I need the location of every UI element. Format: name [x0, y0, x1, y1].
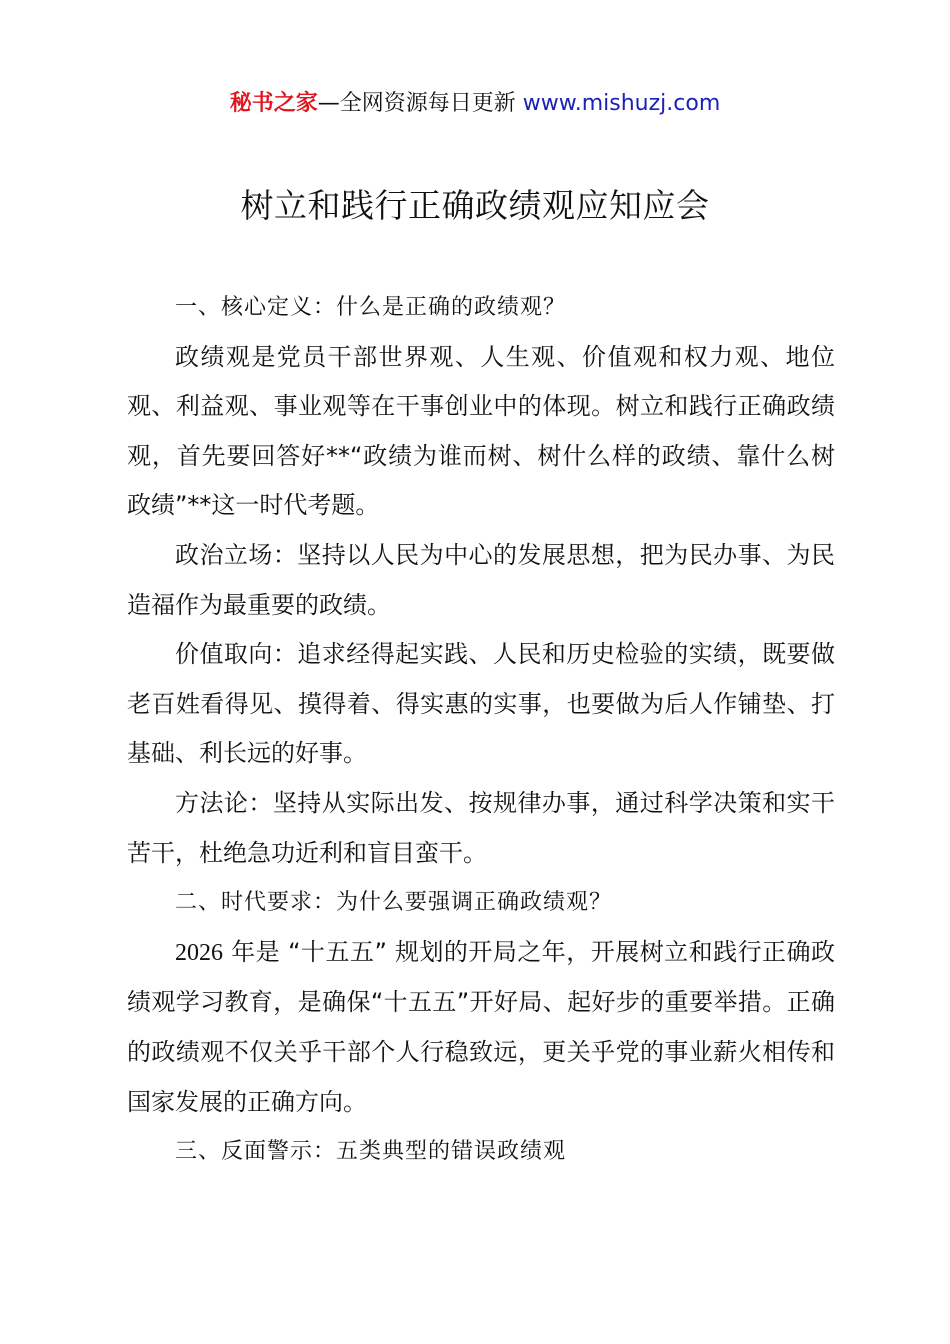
site-header	[0, 88, 950, 120]
year-number: 2026	[175, 939, 223, 966]
brand-name: 秘书之家	[229, 91, 318, 116]
section-heading-3: 三、反面警示：五类典型的错误政绩观	[175, 1139, 567, 1165]
paragraph-value-orientation: 价值取向：追求经得起实践、人民和历史检验的实绩，既要做老百姓看得见、摸得着、得实惠的实事，也要做为后人作铺垫、打基础、利长远的好事。	[127, 640, 835, 768]
section-heading-1: 一、核心定义：什么是正确的政绩观？	[175, 295, 567, 320]
paragraph-era-requirement	[127, 928, 835, 1127]
paragraph-methodology: 方法论：坚持从实际出发、按规律办事，通过科学决策和实干苦干，杜绝急功近利和盲目蛮干。	[127, 788, 835, 867]
site-url-link[interactable]: www.mishuzj.com	[522, 91, 721, 116]
paragraph-era-text: 年是 “十五五” 规划的开局之年，开展树立和践行正确政绩观学习教育，是确保“十五五”开好局、起好步的重要举措。正确的政绩观不仅关乎干部个人行稳致远，更关乎党的事业薪火相传和国家发展的正确方向。	[127, 937, 835, 1116]
document-body	[127, 283, 835, 1177]
header-tagline: —全网资源每日更新	[317, 91, 523, 116]
paragraph-definition: 政绩观是党员干部世界观、人生观、价值观和权力观、地位观、利益观、事业观等在干事创业中的体现。树立和践行正确政绩观，首先要回答好**“政绩为谁而树、树什么样的政绩、靠什么树政绩”**这一时代考题。	[127, 342, 835, 520]
document-title: 树立和践行正确政绩观应知应会	[240, 186, 710, 225]
section-heading-2: 二、时代要求：为什么要强调正确政绩观？	[175, 890, 613, 916]
paragraph-political-stance: 政治立场：坚持以人民为中心的发展思想，把为民办事、为民造福作为最重要的政绩。	[127, 540, 835, 619]
